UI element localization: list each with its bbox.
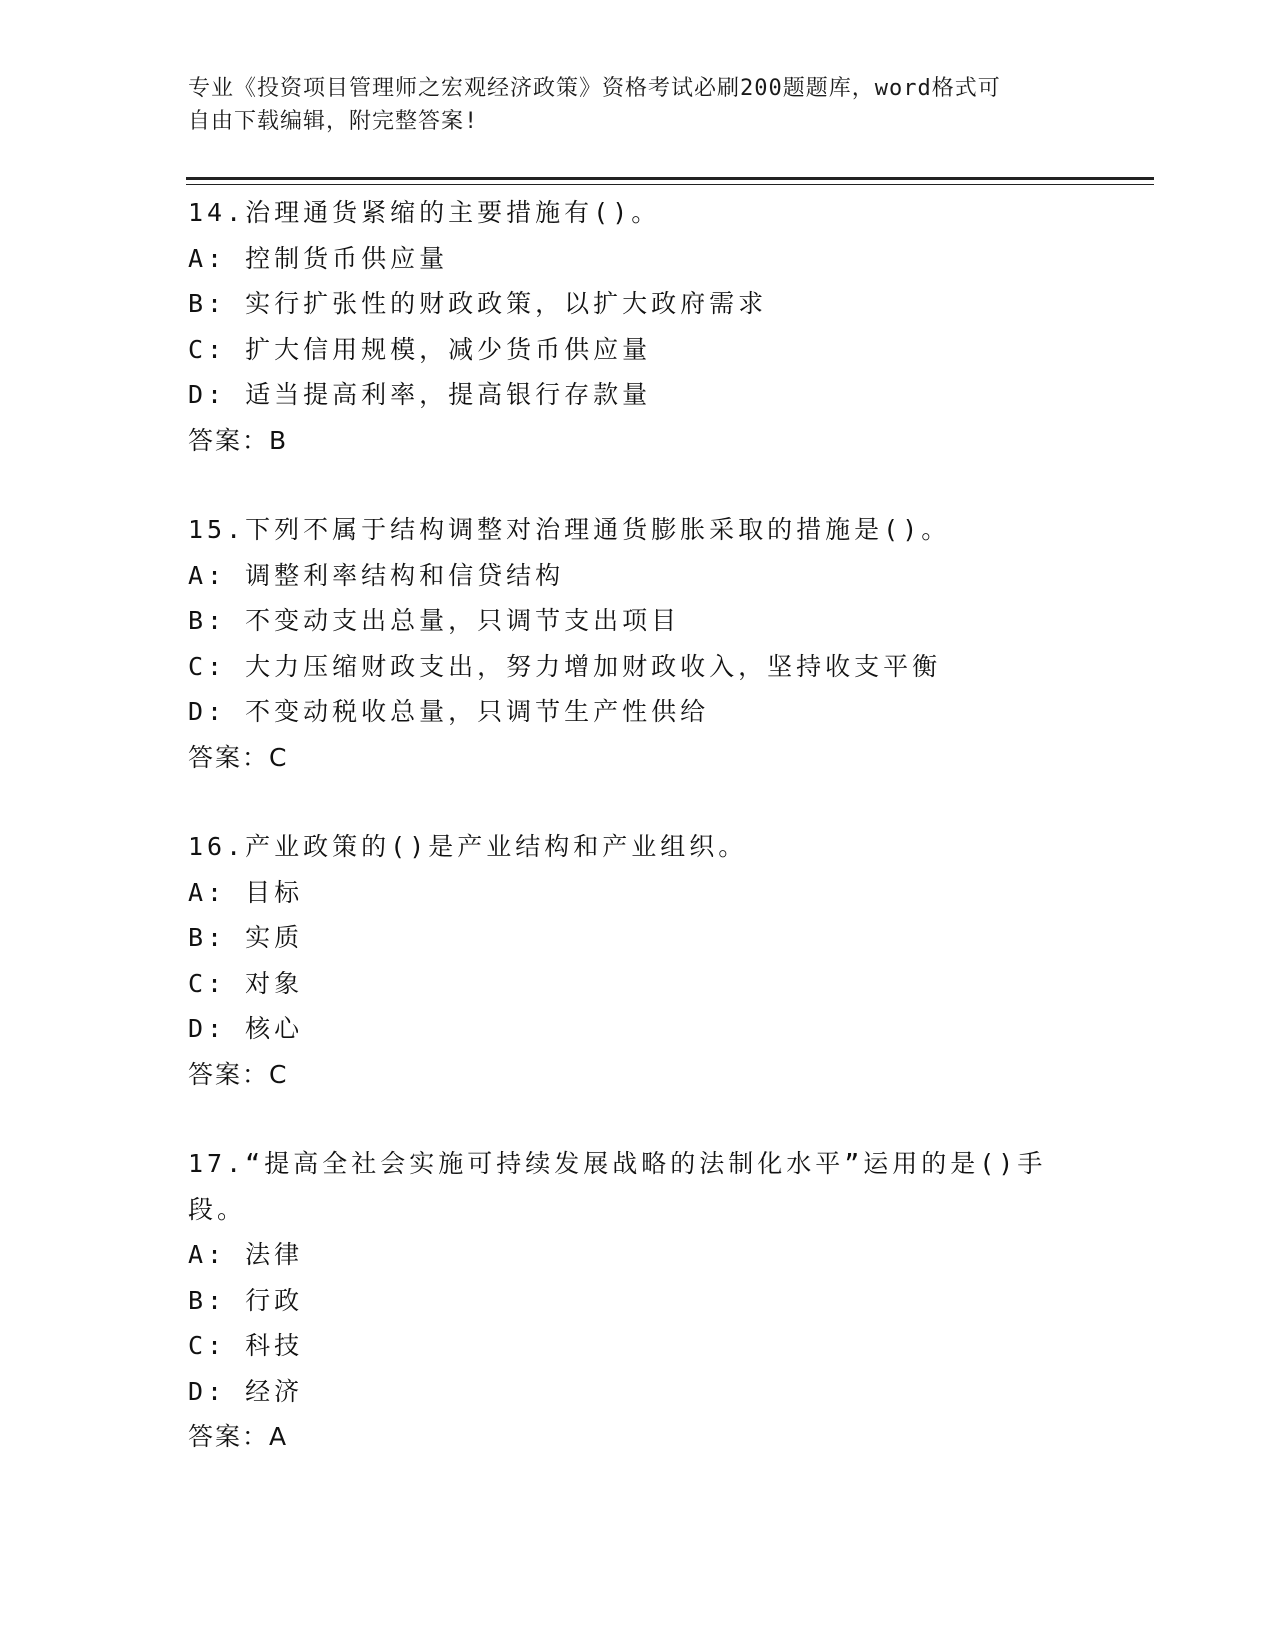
- question-16: [188, 824, 1088, 1097]
- option-b: B: 实质: [188, 923, 304, 952]
- option-a: A: 法律: [188, 1240, 304, 1269]
- option-b: B: 行政: [188, 1285, 304, 1315]
- question-stem: 14.治理通货紧缩的主要措施有()。: [188, 198, 661, 227]
- option-a: A: 调整利率结构和信贷结构: [188, 560, 565, 590]
- question-17: [188, 1141, 1088, 1460]
- question-stem: 15.下列不属于结构调整对治理通货膨胀采取的措施是()。: [188, 515, 951, 544]
- option-a: A: 控制货币供应量: [188, 243, 449, 273]
- answer-label: 答案：B: [188, 425, 289, 455]
- option-c: C: 科技: [188, 1331, 304, 1360]
- question-stem: 16.产业政策的()是产业结构和产业组织。: [188, 832, 748, 861]
- option-d: D: 适当提高利率，提高银行存款量: [188, 380, 652, 409]
- answer-label: 答案：A: [188, 1422, 289, 1451]
- option-c: C: 大力压缩财政支出，努力增加财政收入，坚持收支平衡: [188, 651, 942, 681]
- answer-label: 答案：C: [188, 742, 289, 772]
- header-line-1: 专业《投资项目管理师之宏观经济政策》资格考试必刷200题题库，word格式可: [188, 76, 1001, 101]
- answer-label: 答案：C: [188, 1059, 289, 1089]
- option-d: D: 核心: [188, 1014, 304, 1043]
- question-14: [188, 190, 1088, 463]
- option-b: B: 不变动支出总量，只调节支出项目: [188, 606, 681, 635]
- header-divider-thin: [186, 184, 1154, 185]
- option-c: C: 扩大信用规模，减少货币供应量: [188, 334, 652, 364]
- header-divider-thick: [186, 177, 1154, 180]
- document-header: [188, 72, 1068, 138]
- header-line-2: 自由下载编辑，附完整答案!: [188, 109, 479, 134]
- question-15: [188, 507, 1088, 780]
- question-list: [188, 190, 1088, 1504]
- option-d: D: 不变动税收总量，只调节生产性供给: [188, 697, 710, 726]
- option-a: A: 目标: [188, 877, 304, 907]
- question-stem: 17.“提高全社会实施可持续发展战略的法制化水平”运用的是()手段。: [188, 1149, 1047, 1224]
- option-b: B: 实行扩张性的财政政策，以扩大政府需求: [188, 289, 768, 318]
- option-c: C: 对象: [188, 968, 304, 998]
- option-d: D: 经济: [188, 1376, 304, 1406]
